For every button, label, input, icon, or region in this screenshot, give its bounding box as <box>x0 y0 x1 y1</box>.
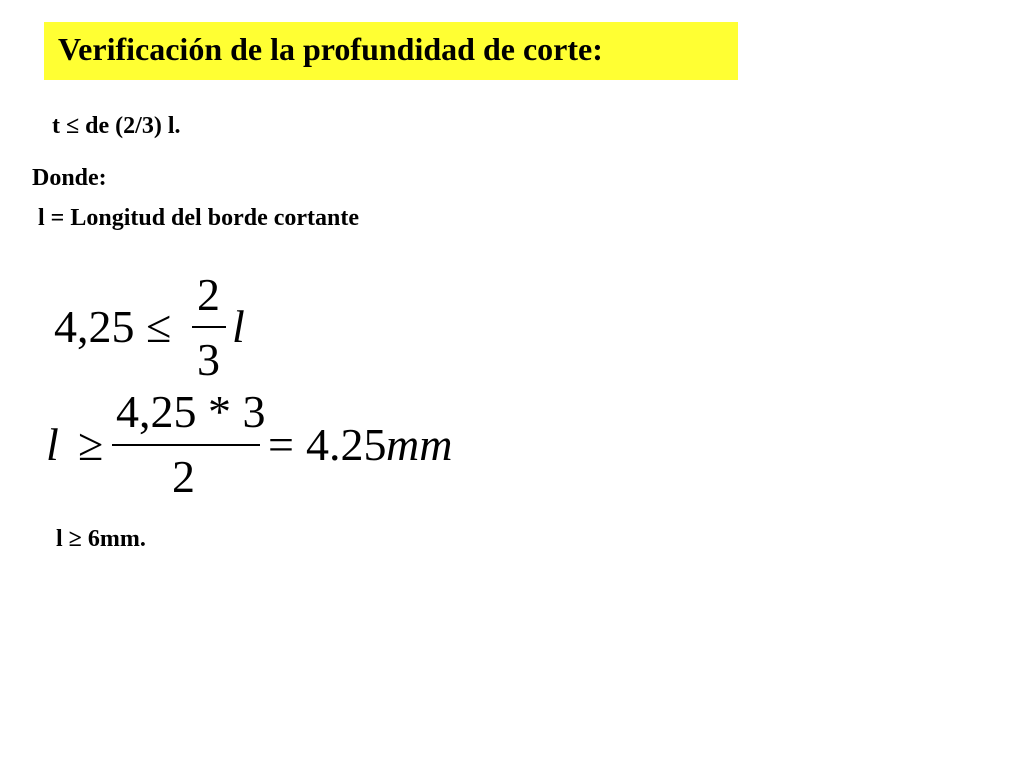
depth-condition: t ≤ de (2/3) l. <box>52 113 181 139</box>
where-label: Donde: <box>32 165 107 191</box>
eq2-variable: l <box>46 419 59 470</box>
slide-title: Verificación de la profundidad de corte: <box>58 31 603 67</box>
eq2-equals: = <box>268 419 294 470</box>
eq1-fraction-bar <box>192 326 226 328</box>
final-result: l ≥ 6mm. <box>56 526 146 552</box>
eq1-lhs: 4,25 <box>54 301 135 352</box>
eq2-result-value: 4.25 <box>306 419 387 470</box>
eq1-relation: ≤ <box>146 301 172 352</box>
eq2-fraction-bar <box>112 444 260 446</box>
eq2-denominator: 2 <box>172 451 195 502</box>
length-definition: l = Longitud del borde cortante <box>38 205 360 231</box>
eq2-relation: ≥ <box>78 419 104 470</box>
eq2-result-unit: mm <box>386 419 453 470</box>
eq1-denominator: 3 <box>197 334 220 385</box>
eq1-variable: l <box>232 301 245 352</box>
eq1-numerator: 2 <box>197 269 220 320</box>
title-highlight <box>44 22 738 80</box>
eq2-numerator: 4,25 * 3 <box>116 386 266 437</box>
